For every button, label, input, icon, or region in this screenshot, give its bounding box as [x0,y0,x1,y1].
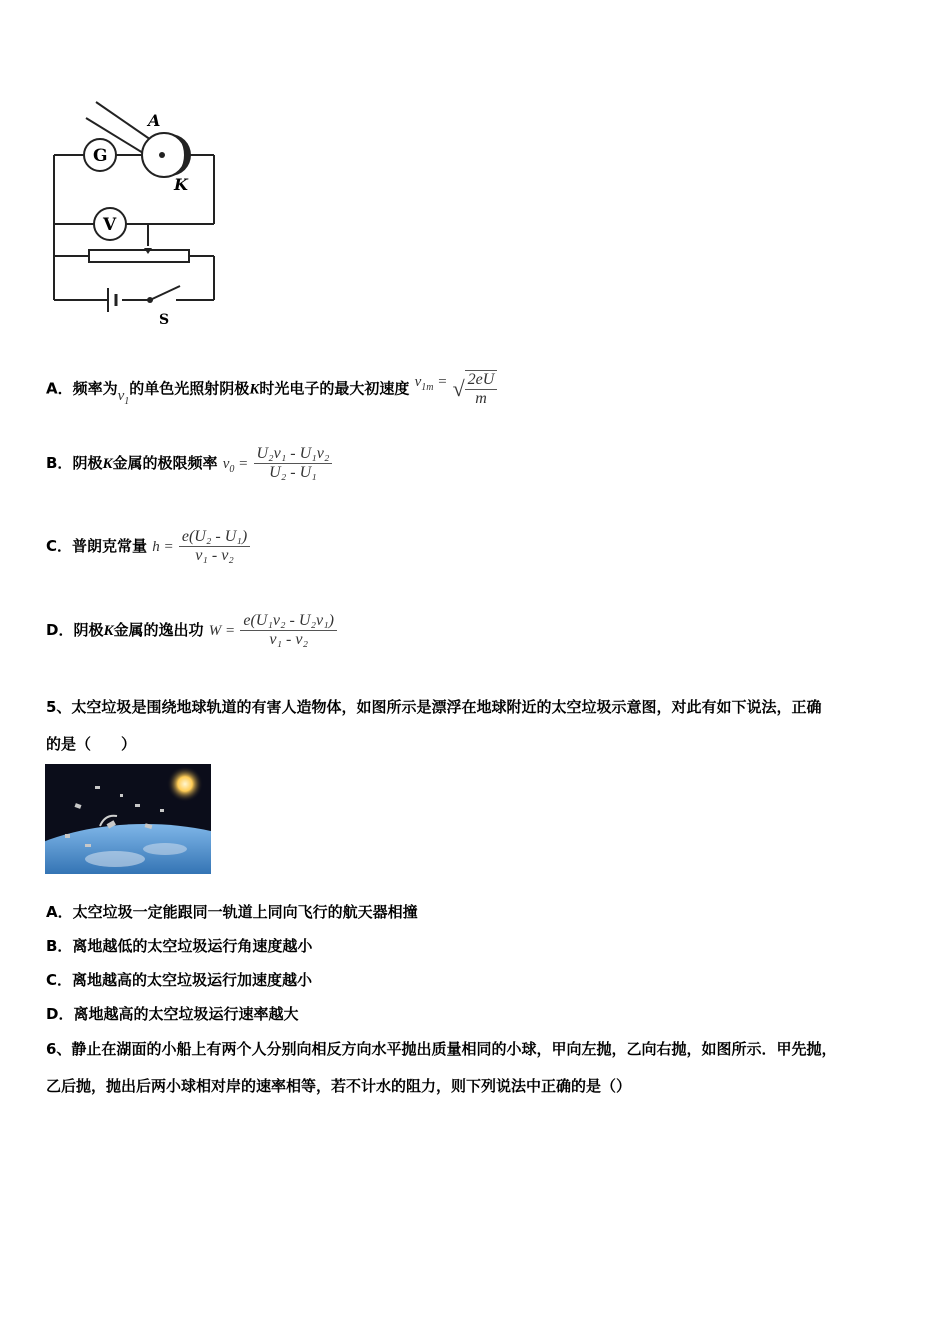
q5-option-a: A．太空垃圾一定能跟同一轨道上同向飞行的航天器相撞 [46,903,418,921]
label-g: G [93,146,108,166]
q5-option-b: B．离地越低的太空垃圾运行角速度越小 [46,937,313,955]
option-text: 阴极 [73,621,104,639]
formula-lhs: ν [222,456,230,472]
q5-option-c: C．离地越高的太空垃圾运行加速度越小 [46,971,313,989]
option-label: C． [46,537,73,555]
option-d-q4 [46,612,337,664]
label-a: A [148,111,161,130]
formula-lhs-sub: 1m [421,381,434,393]
equals-sign: = [224,623,236,639]
photoelectric-circuit-diagram [44,98,224,330]
formula-numerator: e(U₂ - U₁) [181,528,248,545]
label-v: V [103,215,117,235]
q6-stem-line1: 6、静止在湖面的小船上有两个人分别向相反方向水平抛出质量相同的小球，甲向左抛，乙向右抛，如图所示．甲先抛， [46,1040,837,1058]
q5-stem-line2: 的是（ ） [46,735,137,753]
var-k: K [249,381,260,398]
equals-sign: = [163,539,174,555]
formula-numerator: U₂ν₁ - U₁ν₂ [256,445,330,462]
option-text: 普朗克常量 [72,537,148,555]
formula-denominator: m [465,389,498,408]
option-c-q4 [46,528,250,580]
label-k: K [174,175,188,194]
equals-sign: = [437,373,448,390]
var-k: K [103,623,114,639]
option-text: 时光电子的最大初速度 [259,379,410,398]
formula-denominator: U₂ - U₁ [254,463,333,482]
option-label: B． [46,454,73,472]
option-text: 阴极 [72,454,103,472]
label-s: S [159,312,170,328]
formula-numerator: 2eU [467,371,495,388]
q6-stem-line2: 乙后抛，抛出后两小球相对岸的速率相等，若不计水的阻力，则下列说法中正确的是（） [46,1077,632,1095]
var-nu: ν [117,387,125,404]
formula-denominator: ν₁ - ν₂ [179,546,250,565]
option-b-q4 [46,445,332,493]
formula-lhs: h [152,539,160,555]
option-a-q4: A．频率为$\nu_1$的单色光照射阴极K时光电子的最大初速度 $v_{1m}$ = √ $\frac{2eU}{m}$ [46,370,497,414]
option-label: A． [46,379,73,398]
option-text: 的单色光照射阴极 [129,379,250,398]
option-label: D． [46,621,74,639]
var-k: K [102,456,113,472]
formula-lhs: v [414,373,422,390]
option-text: 金属的逸出功 [113,621,204,639]
option-text: 金属的极限频率 [112,454,218,472]
formula-lhs: W [208,623,222,639]
space-debris-image [45,764,211,874]
q5-stem-line1: 5、太空垃圾是围绕地球轨道的有害人造物体，如图所示是漂浮在地球附近的太空垃圾示意图，对此有如下说法，正确 [46,698,822,716]
equals-sign: = [238,456,249,472]
option-text: 频率为 [72,379,118,398]
var-sub: 1 [124,395,130,407]
formula-denominator: ν₁ - ν₂ [240,630,337,649]
formula-numerator: e(U₁ν₂ - U₂ν₁) [243,612,334,629]
formula-lhs-sub: 0 [229,464,235,475]
q5-option-d: D．离地越高的太空垃圾运行速率越大 [46,1005,299,1023]
sun-icon [167,766,203,802]
